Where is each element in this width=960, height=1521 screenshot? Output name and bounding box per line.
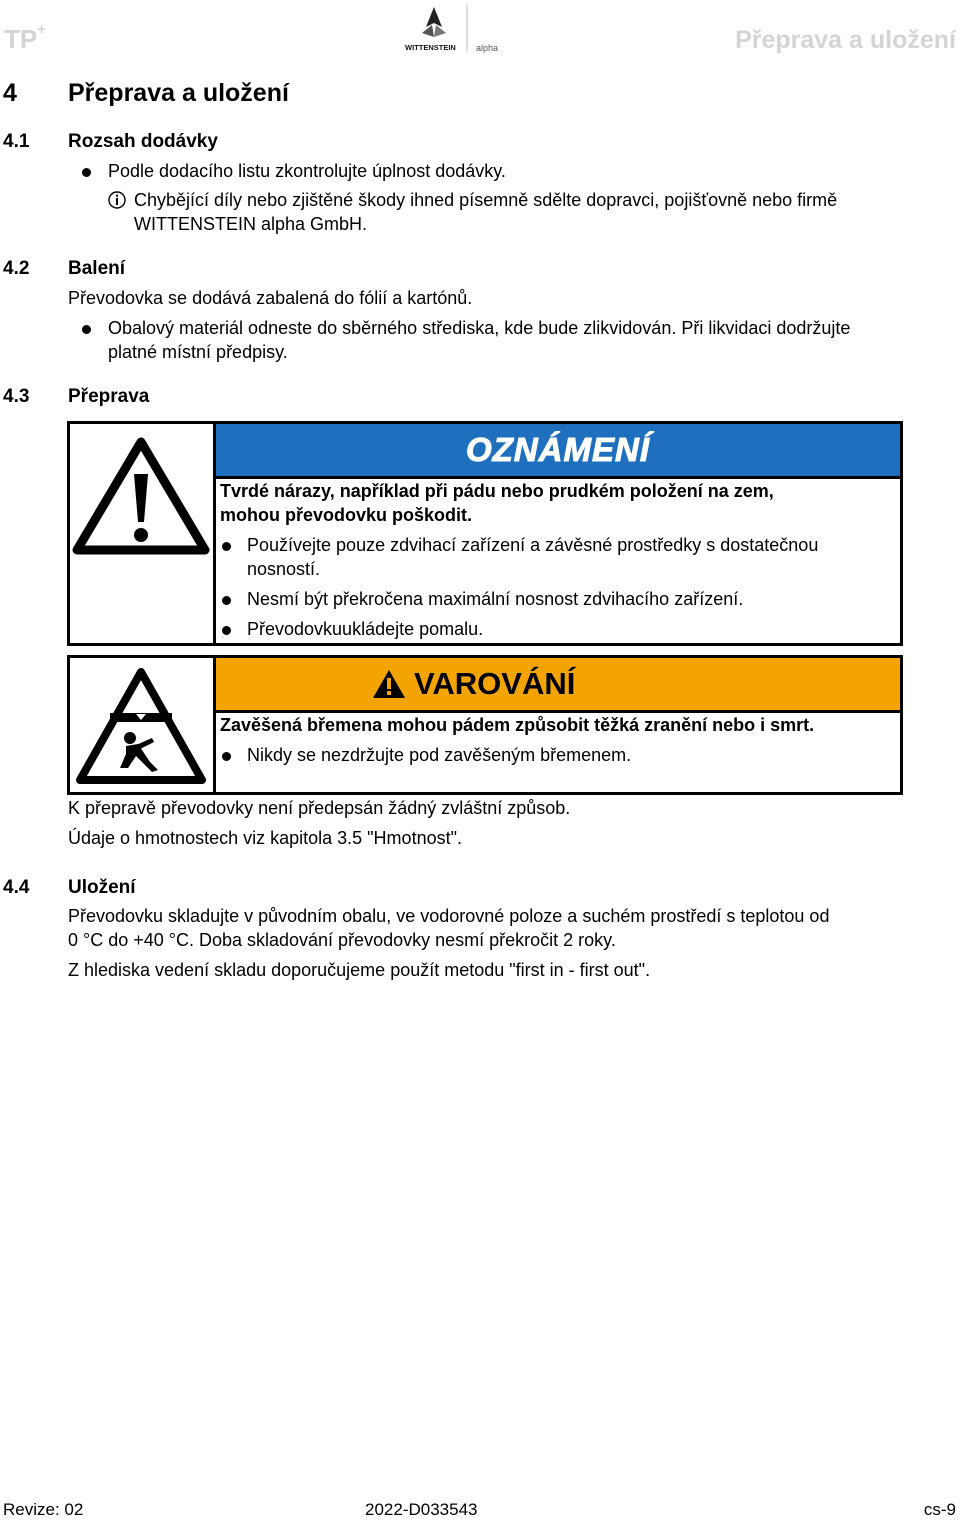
section-4-3-text2: Údaje o hmotnostech viz kapitola 3.5 "Hmotnost". <box>68 828 462 848</box>
notice-bullet-3: Převodovkuukládejte pomalu. <box>220 617 483 641</box>
section-4-2-title: Balení <box>68 258 126 279</box>
section-4-4-number: 4.4 <box>3 877 30 898</box>
general-warning-icon <box>70 424 216 643</box>
section-4-2-bullet-line2: platné místní předpisy. <box>108 342 288 362</box>
notice-bold-line2: mohou převodovku poškodit. <box>220 505 473 525</box>
section-4-4-text2: Z hlediska vedení skladu doporučujeme použít metodu "first in - first out". <box>68 960 651 980</box>
section-4-2-bullet-line1: Obalový materiál odneste do sběrného střediska, kde bude zlikvidován. Při likvidaci dodržujte <box>108 318 851 338</box>
suspended-load-icon <box>70 658 216 792</box>
section-4-1-number: 4.1 <box>3 131 30 152</box>
header-product-sup: + <box>37 21 46 39</box>
info-icon <box>107 190 127 210</box>
footer-revision: Revize: 02 <box>3 1500 84 1519</box>
section-4-2-number: 4.2 <box>3 258 30 279</box>
section-4-1-info-line2: WITTENSTEIN alpha GmbH. <box>134 214 368 234</box>
wittenstein-logo <box>404 3 504 55</box>
notice-bullet-2: Nesmí být překročena maximální nosnost zdvihacího zařízení. <box>220 587 743 611</box>
section-4-1-bullet: Podle dodacího listu zkontrolujte úplnost dodávky. <box>108 161 506 181</box>
header-section-title: Přeprava a uložení <box>735 26 956 54</box>
warning-box <box>67 655 903 795</box>
warning-banner <box>216 658 900 713</box>
section-4-1-info-line1: Chybějící díly nebo zjištěné škody ihned písemně sdělte dopravci, pojišťovně nebo firmě <box>134 190 838 210</box>
section-4-4-text-line2: 0 °C do +40 °C. Doba skladování převodovky nesmí překročit 2 roky. <box>68 930 616 950</box>
footer-doc-id: 2022-D033543 <box>365 1500 478 1519</box>
warning-banner-text: VAROVÁNÍ <box>414 666 576 701</box>
section-4-4-title: Uložení <box>68 877 136 898</box>
logo-brand: WITTENSTEIN <box>405 43 456 52</box>
warning-bold: Zavěšená břemena mohou pádem způsobit těžká zranění nebo i smrt. <box>220 715 815 735</box>
chapter-title: Přeprava a uložení <box>68 79 289 107</box>
footer-page-number: cs-9 <box>923 1500 956 1519</box>
logo-sub: alpha <box>476 43 499 53</box>
notice-bullet-1-line1: Používejte pouze zdvihací zařízení a závěsné prostředky s dostatečnou <box>220 533 818 557</box>
section-4-1-title: Rozsah dodávky <box>68 131 218 152</box>
warning-bullet-1: Nikdy se nezdržujte pod zavěšeným břemenem. <box>220 743 631 767</box>
section-4-2-text: Převodovka se dodává zabalená do fólií a kartónů. <box>68 288 473 308</box>
notice-bold-line1: Tvrdé nárazy, například při pádu nebo prudkém položení na zem, <box>220 481 774 501</box>
header-product: TP+ <box>4 21 46 54</box>
chapter-number: 4 <box>3 79 17 107</box>
notice-bullet-1-line2: nosností. <box>247 559 321 579</box>
notice-banner: OZNÁMENÍ <box>216 424 900 479</box>
section-4-3-text1: K přepravě převodovky není předepsán žádný zvláštní způsob. <box>68 798 571 818</box>
section-4-3-title: Přeprava <box>68 386 150 407</box>
section-4-4-text-line1: Převodovku skladujte v původním obalu, ve vodorovné poloze a suchém prostředí s teplotou od <box>68 906 830 926</box>
warning-triangle-icon <box>372 669 406 699</box>
section-4-3-number: 4.3 <box>3 386 30 407</box>
notice-box <box>67 421 903 646</box>
